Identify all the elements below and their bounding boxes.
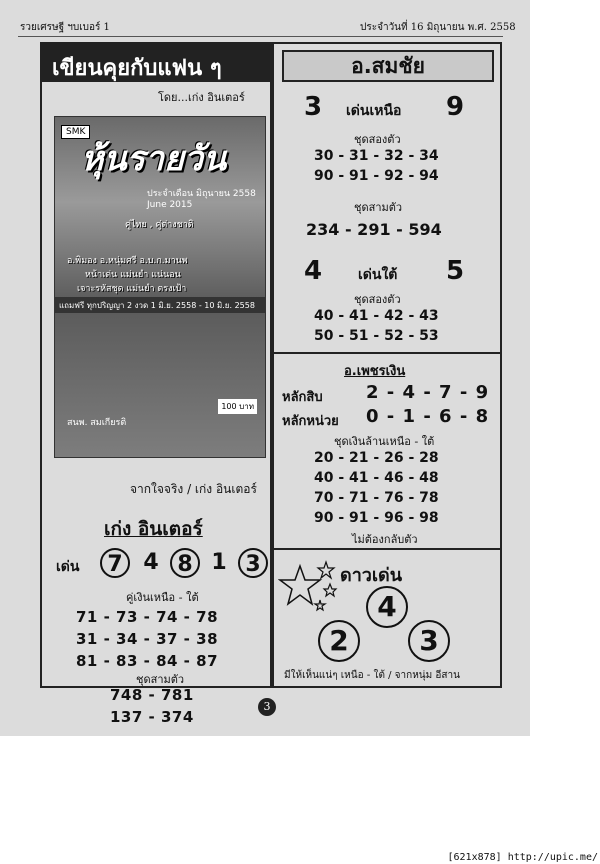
money-note: ไม่ต้องกลับตัว [352,533,418,546]
pairs-title: คู่เงินเหนือ - ใต้ [126,591,199,604]
magazine-cover-image [54,116,266,458]
top-right-digit: 9 [446,92,465,122]
money-line: 20 - 21 - 26 - 28 [314,450,439,466]
cover-issue [147,189,256,211]
brand-logo: SMK [61,125,90,139]
lead-digit: 4 [143,550,159,575]
money-line: 90 - 91 - 96 - 98 [314,510,439,526]
pair-line: 71 - 73 - 74 - 78 [76,608,219,626]
pair-line: 40 - 41 - 42 - 43 [314,308,439,324]
featured-digit: 4 [366,586,408,628]
triples-title: ชุดสามตัว [354,201,403,214]
cover-line: เจาะรหัสชุด แม่นยำ ตรงเป้า [77,284,187,294]
author-name-box: อ.สมชัย [282,50,494,82]
byline: โดย...เก่ง อินเตอร์ [158,91,245,104]
pair-line: 30 - 31 - 32 - 34 [314,148,439,164]
bottom-right-digit: 5 [446,256,465,286]
units-label: หลักหน่วย [282,414,339,429]
pair-line: 31 - 34 - 37 - 38 [76,630,219,648]
author-heading: เก่ง อินเตอร์ [104,518,203,540]
cover-issue-en: June 2015 [147,200,193,210]
page-number: 3 [258,698,276,716]
pairs-title: ชุดสองตัว [354,293,401,306]
triple-line: 748 - 781 [110,686,194,704]
section-divider [274,352,500,354]
lead-label: เด่น [56,559,80,575]
lead-digit: 3 [238,548,268,578]
left-column [40,42,272,726]
pair-line: 50 - 51 - 52 - 53 [314,328,439,344]
section3-title: ดาวเด่น [340,565,403,586]
watermark: [621x878] http://upic.me/ [447,852,598,863]
cover-price: 100 บาท [218,399,257,414]
star-large-icon [280,566,320,604]
units-digits: 0 - 1 - 6 - 8 [366,406,490,427]
cover-band: แถมฟรี ทุกปริญญา 2 งวด 1 มิ.ย. 2558 - 10 มิ.ย. 2558 [55,297,265,313]
triple-line: 137 - 374 [110,708,194,726]
lead-digit: 8 [170,548,200,578]
star-small-icon [324,584,336,596]
tens-digits: 2 - 4 - 7 - 9 [366,382,490,403]
bottom-label: เด่นใต้ [358,267,398,283]
lead-digit: 1 [211,550,227,575]
money-line: 70 - 71 - 76 - 78 [314,490,439,506]
star-icon [278,560,338,616]
star-small-icon [315,600,325,610]
triples-title: ชุดสามตัว [136,673,185,686]
top-left-digit: 3 [304,92,323,122]
cover-line: หน้าเด่น แม่นยำ แน่นอน [85,270,181,280]
pairs-title: ชุดสองตัว [354,133,401,146]
header-divider [18,36,503,37]
triples-line: 234 - 291 - 594 [306,220,442,239]
cover-line: อ.พิมอง อ.หนุ่มศรี อ.บ.ก.มานพ [67,256,188,266]
bottom-left-digit: 4 [304,256,323,286]
pair-line: 81 - 83 - 84 - 87 [76,652,219,670]
header-publication: รวยเศรษฐี ฯบเบอร์ 1 [20,22,110,33]
section2-title: อ.เพชรเงิน [344,364,406,379]
cover-issue-th: ประจำเดือน มิถุนายน 2558 [147,189,256,199]
cover-line: คู่ไทย , คู่ต่างชาติ [125,220,194,230]
section3-footer: มีให้เห็นแน่ๆ เหนือ - ใต้ / จากหนุ่ม อีสาน [284,670,460,681]
featured-digit: 3 [408,620,450,662]
section-divider [274,548,500,550]
lead-digit: 7 [100,548,130,578]
money-line: 40 - 41 - 46 - 48 [314,470,439,486]
header-date: ประจำวันที่ 16 มิถุนายน พ.ศ. 2558 [360,22,516,33]
cover-footer: สนพ. สมเกียรติ [67,418,127,428]
pair-line: 90 - 91 - 92 - 94 [314,168,439,184]
star-small-icon [318,562,334,578]
top-label: เด่นเหนือ [346,103,402,119]
right-column [272,42,502,688]
cover-title: หุ้นรายวัน [81,139,227,179]
signature: จากใจจริง / เก่ง อินเตอร์ [130,482,257,496]
featured-digit: 2 [318,620,360,662]
money-title: ชุดเงินล้านเหนือ - ใต้ [334,435,435,448]
column-banner: เขียนคุยกับแฟน ๆ [42,44,270,82]
tens-label: หลักสิบ [282,390,323,405]
